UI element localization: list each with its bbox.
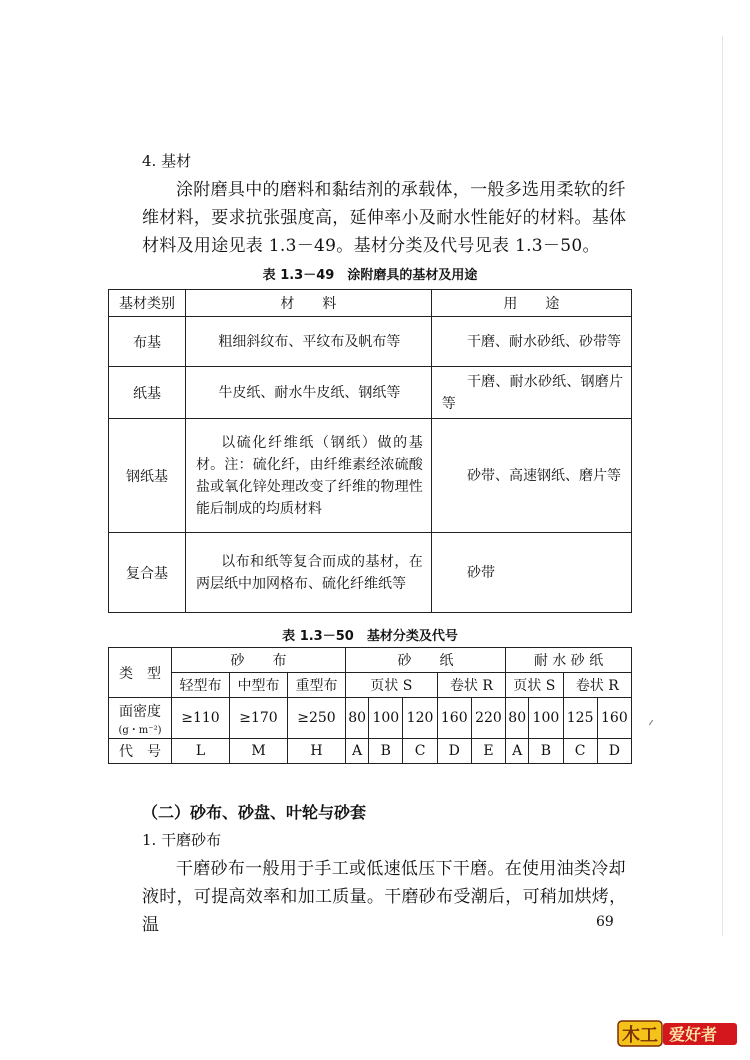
density-cell: 160 bbox=[437, 698, 471, 739]
material-cell: 以硫化纤维纸（钢纸）做的基材。注：硫化纤，由纤维素经浓硫酸盐或氧化锌处理改变了纤维的物理性能后制成的均质材料 bbox=[185, 419, 431, 533]
header-cell: 基材类别 bbox=[109, 290, 186, 317]
subgroup-cell: 卷状 R bbox=[563, 673, 631, 698]
code-cell: A bbox=[506, 739, 529, 764]
code-cell: B bbox=[369, 739, 403, 764]
code-cell: D bbox=[437, 739, 471, 764]
section-heading: 4. 基材 bbox=[142, 152, 192, 170]
use-cell: 干磨、耐水砂纸、砂带等 bbox=[431, 317, 631, 367]
code-cell: C bbox=[563, 739, 597, 764]
table-row bbox=[109, 533, 632, 613]
type-cell: 复合基 bbox=[109, 533, 186, 613]
subgroup-cell: 页状 S bbox=[506, 673, 563, 698]
page-number: 69 bbox=[596, 914, 614, 930]
use-cell: 砂带、高速钢纸、磨片等 bbox=[431, 419, 631, 533]
subgroup-cell: 重型布 bbox=[288, 673, 346, 698]
density-cell: ≥170 bbox=[230, 698, 288, 739]
stray-pen-mark bbox=[649, 720, 653, 725]
density-cell: 100 bbox=[369, 698, 403, 739]
group-cell: 耐 水 砂 纸 bbox=[506, 648, 632, 673]
table-row bbox=[109, 698, 632, 739]
page-edge-line bbox=[722, 36, 723, 936]
type-label-cell: 类 型 bbox=[109, 648, 172, 698]
watermark-logo bbox=[617, 1018, 739, 1048]
code-cell: D bbox=[597, 739, 631, 764]
table1-caption: 表 1.3－49 涂附磨具的基材及用途 bbox=[262, 268, 478, 283]
density-label: 面密度 bbox=[119, 703, 161, 720]
density-cell: 220 bbox=[471, 698, 505, 739]
density-cell: 120 bbox=[403, 698, 437, 739]
code-label-cell: 代 号 bbox=[109, 739, 172, 764]
group-cell: 砂 布 bbox=[172, 648, 346, 673]
type-cell: 布基 bbox=[109, 317, 186, 367]
subgroup-cell: 中型布 bbox=[230, 673, 288, 698]
table-header-row bbox=[109, 290, 632, 317]
table-row bbox=[109, 648, 632, 673]
substrate-code-table bbox=[108, 647, 632, 764]
code-cell: B bbox=[529, 739, 563, 764]
substrate-usage-table bbox=[108, 289, 632, 613]
material-cell: 粗细斜纹布、平纹布及帆布等 bbox=[185, 317, 431, 367]
subsection-title: （二）砂布、砂盘、叶轮与砂套 bbox=[142, 803, 367, 822]
table-row bbox=[109, 739, 632, 764]
subsection-heading: 1. 干磨砂布 bbox=[142, 831, 222, 849]
density-cell: 160 bbox=[597, 698, 631, 739]
density-label-cell bbox=[109, 698, 172, 739]
code-cell: M bbox=[230, 739, 288, 764]
density-cell: 125 bbox=[563, 698, 597, 739]
code-cell: L bbox=[172, 739, 230, 764]
subgroup-cell: 轻型布 bbox=[172, 673, 230, 698]
group-cell: 砂 纸 bbox=[346, 648, 506, 673]
subgroup-cell: 页状 S bbox=[346, 673, 438, 698]
density-cell: 80 bbox=[506, 698, 529, 739]
density-cell: 80 bbox=[346, 698, 369, 739]
intro-paragraph: 涂附磨具中的磨料和黏结剂的承载体，一般多选用柔软的纤维材料，要求抗张强度高，延伸率小及耐水性能好的材料。基体材料及用途见表 1.3－49。基材分类及代号见表 1.3－50。 bbox=[142, 180, 627, 256]
header-cell: 材 料 bbox=[185, 290, 431, 317]
material-cell: 牛皮纸、耐水牛皮纸、钢纸等 bbox=[185, 367, 431, 419]
code-cell: C bbox=[403, 739, 437, 764]
use-cell: 砂带 bbox=[431, 533, 631, 613]
type-cell: 钢纸基 bbox=[109, 419, 186, 533]
table-row bbox=[109, 317, 632, 367]
density-unit: (g・m⁻²) bbox=[118, 724, 162, 736]
table-row bbox=[109, 367, 632, 419]
density-cell: 100 bbox=[529, 698, 563, 739]
density-cell: ≥110 bbox=[172, 698, 230, 739]
table2-caption: 表 1.3－50 基材分类及代号 bbox=[282, 629, 458, 644]
type-cell: 纸基 bbox=[109, 367, 186, 419]
header-cell: 用 途 bbox=[431, 290, 631, 317]
code-cell: E bbox=[471, 739, 505, 764]
subsection-paragraph: 干磨砂布一般用于手工或低速低压下干磨。在使用油类冷却液时，可提高效率和加工质量。干磨砂布受潮后，可稍加烘烤，温 bbox=[142, 859, 627, 935]
use-cell: 干磨、耐水砂纸、钢磨片等 bbox=[431, 367, 631, 419]
density-cell: ≥250 bbox=[288, 698, 346, 739]
code-cell: A bbox=[346, 739, 369, 764]
svg-text:爱好者: 爱好者 bbox=[669, 1025, 718, 1044]
table-row bbox=[109, 673, 632, 698]
svg-text:木工: 木工 bbox=[622, 1025, 658, 1046]
subgroup-cell: 卷状 R bbox=[437, 673, 505, 698]
material-cell: 以布和纸等复合而成的基材，在两层纸中加网格布、硫化纤维纸等 bbox=[185, 533, 431, 613]
code-cell: H bbox=[288, 739, 346, 764]
table-row bbox=[109, 419, 632, 533]
